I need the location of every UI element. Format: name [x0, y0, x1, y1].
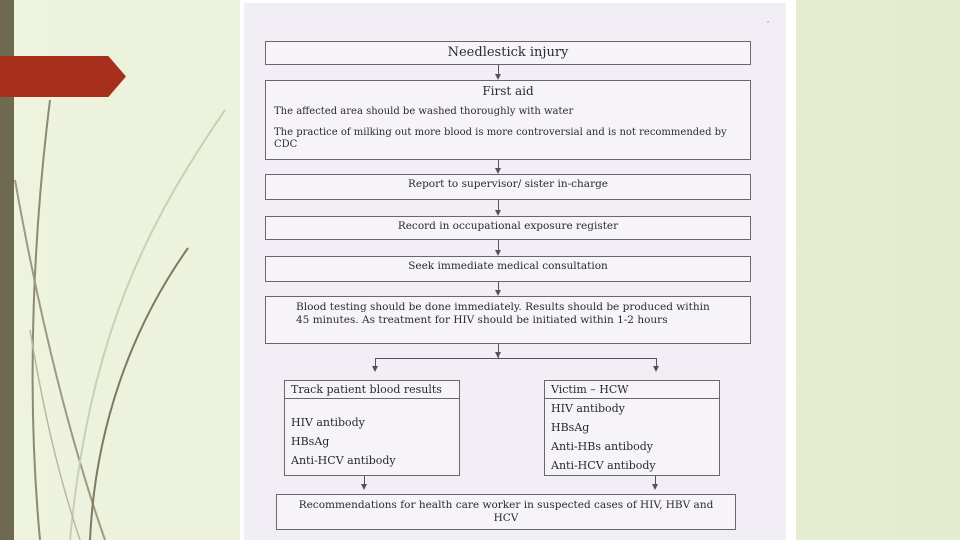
connector-arrow: [495, 168, 501, 174]
report-supervisor-box: [265, 174, 751, 200]
connector-arrow: [372, 366, 378, 372]
branch-line: [375, 358, 657, 359]
first-aid-box: [265, 80, 751, 160]
first-aid-milking-text: The practice of milking out more blood is more controversial and is not recommended by CDC: [274, 126, 727, 150]
record-register-box: [265, 216, 751, 240]
list-item: Anti-HCV antibody: [551, 459, 656, 472]
first-aid-wash-text: The affected area should be washed thoroughly with water: [274, 106, 574, 117]
connector-arrow: [495, 290, 501, 296]
list-item: HBsAg: [291, 435, 330, 448]
recommendations-text: Recommendations for health care worker in suspected cases of HIV, HBV and HCV: [298, 499, 714, 524]
report-supervisor-text: Report to supervisor/ sister in-charge: [407, 178, 609, 190]
connector-arrow: [495, 210, 501, 216]
connector-arrow: [653, 366, 659, 372]
blood-testing-text: Blood testing should be done immediately. Results should be produced within 45 minutes. As treatment for HIV should be initiated within 1-2 hours: [296, 301, 710, 326]
track-patient-heading: Track patient blood results: [285, 381, 459, 399]
page-mark: ,: [767, 16, 770, 24]
list-item: Anti-HBs antibody: [551, 440, 654, 453]
list-item: HIV antibody: [551, 402, 625, 415]
record-register-text: Record in occupational exposure register: [397, 220, 619, 232]
medical-consultation-box: [265, 256, 751, 282]
connector-arrow: [495, 74, 501, 80]
medical-consultation-text: Seek immediate medical consultation: [408, 260, 608, 272]
list-item: HBsAg: [551, 421, 590, 434]
connector-line: [498, 240, 499, 250]
victim-hcw-box: [544, 380, 720, 476]
connector-line: [498, 200, 499, 210]
connector-arrow: [361, 484, 367, 490]
first-aid-heading: First aid: [482, 84, 534, 98]
connector-line: [498, 65, 499, 74]
title-tab: [0, 56, 126, 97]
list-item: HIV antibody: [291, 416, 365, 429]
connector-line: [375, 358, 376, 366]
connector-line: [498, 282, 499, 290]
connector-line: [656, 358, 657, 366]
connector-arrow: [495, 250, 501, 256]
needlestick-title: Needlestick injury: [447, 45, 569, 60]
list-item: Anti-HCV antibody: [291, 454, 396, 467]
recommendations-box: [276, 494, 736, 530]
connector-line: [498, 160, 499, 168]
connector-arrow: [652, 484, 658, 490]
connector-line: [364, 476, 365, 484]
needlestick-title-box: [265, 41, 751, 65]
victim-hcw-heading: Victim – HCW: [545, 381, 719, 399]
track-patient-box: [284, 380, 460, 476]
blood-testing-box: [265, 296, 751, 344]
connector-line: [655, 476, 656, 484]
